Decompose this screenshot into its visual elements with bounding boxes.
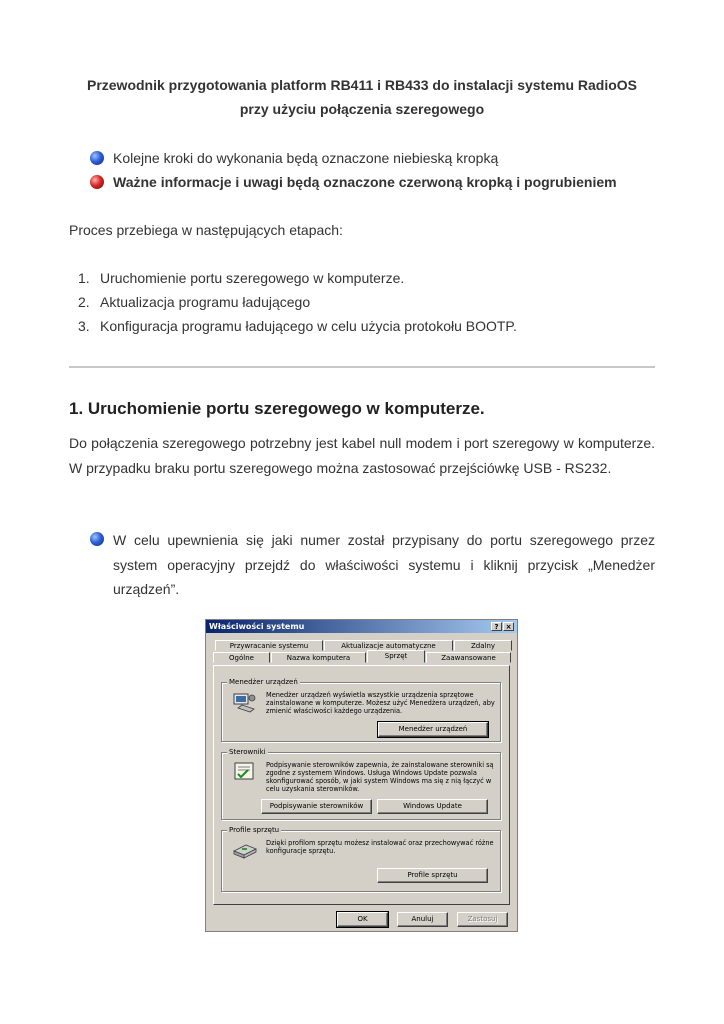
step-text: Konfiguracja programu ładującego w celu użycia protokołu BOOTP. [100,318,517,334]
device-manager-group [221,678,501,742]
group-label: Sterowniki [229,748,266,756]
tab-advanced[interactable]: Zaawansowane [426,652,511,663]
section1-heading: 1. Uruchomienie portu szeregowego w komputerze. [69,399,485,418]
hardware-profile-icon [232,839,258,861]
legend-red-text: Ważne informacje i uwagi będą oznaczone czerwoną kropką i pogrubieniem [113,174,617,190]
windows-update-button[interactable]: Windows Update [377,799,488,814]
cancel-button[interactable]: Anuluj [397,912,448,927]
document-title-line1: Przewodnik przygotowania platform RB411 i RB433 do instalacji systemu RadioOS [86,77,638,93]
tab-computer-name[interactable]: Nazwa komputera [271,652,366,663]
red-dot-icon [90,175,104,189]
hardware-profiles-group [221,826,501,892]
apply-button[interactable]: Zastosuj [457,912,508,927]
device-manager-button[interactable]: Menedżer urządzeń [378,722,488,737]
process-intro: Proces przebiega w następujących etapach: [69,222,343,238]
blue-dot-icon [90,151,104,165]
driver-certificate-icon [232,761,258,783]
step-text: Aktualizacja programu ładującego [100,294,311,310]
device-manager-icon [232,691,258,713]
group-description: Dzięki profilom sprzętu możesz instalować oraz przechowywać różne konfiguracje sprzętu. [266,839,494,855]
group-label: Menedżer urządzeń [229,678,298,686]
driver-signing-button[interactable]: Podpisywanie sterowników [261,799,372,814]
drivers-group [221,748,501,820]
blue-dot-icon [90,532,104,546]
system-properties-dialog [205,619,518,932]
group-description: Podpisywanie sterowników zapewnia, że zainstalowane sterowniki są zgodne z systemem Windows. Usługa Windows Update pozwala skonfigurować sposób, w jaki system Windows ma się z nią łączyć w celu uzyskania sterowników. [266,761,494,793]
step-number: 2. [78,294,90,310]
group-description: Menedżer urządzeń wyświetla wszystkie urządzenia sprzętowe zainstalowane w komputerze. Możesz użyć Menedżera urządzeń, aby zmienić właściwości każdego urządzenia. [266,691,495,715]
step-number: 3. [78,318,90,334]
group-label: Profile sprzętu [229,826,280,834]
tab-system-restore[interactable]: Przywracanie systemu [215,640,323,651]
dialog-titlebar: Właściwości systemu [206,620,517,633]
step-number: 1. [78,270,90,286]
tab-automatic-updates[interactable]: Aktualizacje automatyczne [324,640,453,651]
document-title-line2: przy użyciu połączenia szeregowego [239,101,485,117]
section1-paragraph: Do połączenia szeregowego potrzebny jest kabel null modem i port szeregowy w komputerze. W przypadku braku portu szeregowego można zastosować przejściówkę USB - RS232. [69,435,655,476]
help-button[interactable]: ? [491,622,502,631]
legend-blue-text: Kolejne kroki do wykonania będą oznaczone niebieską kropką [113,150,499,166]
hardware-profiles-button[interactable]: Profile sprzętu [377,868,488,883]
tab-hardware[interactable]: Sprzęt [367,650,425,663]
section-divider [69,366,655,368]
tab-remote[interactable]: Zdalny [454,640,512,651]
section1-bullet-text: W celu upewnienia się jaki numer został przypisany do portu szeregowego przez system operacyjny przejdź do właściwości systemu i kliknij przycisk „Menedżer urządzeń”. [113,532,655,597]
close-button[interactable]: × [503,622,514,631]
ok-button[interactable]: OK [337,912,388,927]
step-text: Uruchomienie portu szeregowego w komputerze. [100,270,405,286]
tab-general[interactable]: Ogólne [213,652,270,663]
